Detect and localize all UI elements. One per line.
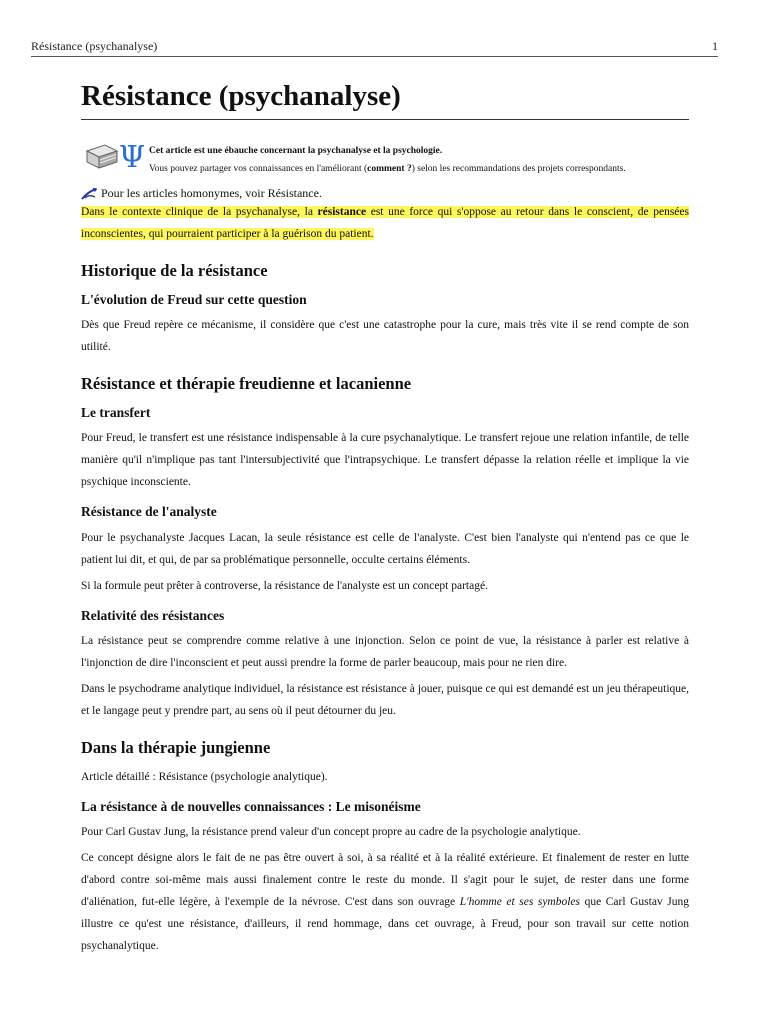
paragraph: Ce concept désigne alors le fait de ne pas être ouvert à soi, à sa réalité et à la réalité extérieure. Et finalement de rester en lutte d'abord contre soi-même mais aussi finalement contre le reste du monde. Il s'agit pour le sujet, de rester dans une forme d'aliénation, fut-elle légère, à l'exemple de la névrose. C'est dans son ouvrage L'homme et ses symboles que Carl Gustav Jung illustre ce qu'est une résistance, d'ailleurs, il rend hommage, dans cet ouvrage, à Freud, pour son travail sur cette notion psychanalytique. bbox=[81, 851, 689, 952]
paragraph: Dans le psychodrame analytique individuel, la résistance est résistance à jouer, puisque ce qui est demandé est un jeu thérapeutique, et le langage peut y prendre part, au sens où il peut détourner du jeu. bbox=[81, 682, 689, 717]
homonym-text: Pour les articles homonymes, voir Résistance. bbox=[101, 186, 322, 201]
intro-paragraph: Dans le contexte clinique de la psychanalyse, la résistance est une force qui s'oppose au retour dans le conscient, de pensées inconscientes, qui pourraient participer à la guérison du patient. bbox=[81, 206, 689, 241]
paragraph: Pour Freud, le transfert est une résistance indispensable à la cure psychanalytique. Le transfert rejoue une relation infantile, de telle manière qu'il n'implique pas tant l'intersubjectivité que l'intrapsychique. Le transfert dépasse la relation réelle et implique la vie psychique inconsciente. bbox=[81, 432, 689, 489]
subsection-evolution-title: L'évolution de Freud sur cette question bbox=[81, 292, 307, 308]
book-icon bbox=[85, 141, 119, 176]
stub-icons bbox=[85, 138, 147, 178]
section-therapie-title: Résistance et thérapie freudienne et lacanienne bbox=[81, 374, 412, 394]
page-number: 1 bbox=[712, 39, 718, 53]
subsection-analyste-title: Résistance de l'analyste bbox=[81, 504, 217, 520]
paragraph: Pour le psychanalyste Jacques Lacan, la seule résistance est celle de l'analyste. C'est bien l'analyste qui n'entend pas ce que le patient lui dit, et qui, de par sa problématique personnelle, occulte certains éléments. bbox=[81, 531, 689, 566]
paragraph: Si la formule peut prêter à controverse, la résistance de l'analyste est un concept partagé. bbox=[81, 579, 488, 592]
homonym-notice bbox=[81, 186, 689, 201]
section-historique-title: Historique de la résistance bbox=[81, 261, 268, 281]
stub-line2: Vous pouvez partager vos connaissances en l'améliorant (comment ?) selon les recommandations des projets correspondants. bbox=[149, 164, 626, 175]
detail-article-link[interactable]: Article détaillé : Résistance (psychologie analytique). bbox=[81, 770, 328, 783]
book-title: L'homme et ses symboles bbox=[459, 895, 581, 908]
psi-icon bbox=[119, 139, 145, 178]
section-jungienne-title: Dans la thérapie jungienne bbox=[81, 737, 271, 757]
stub-line1: Cet article est une ébauche concernant la psychanalyse et la psychologie. bbox=[149, 146, 443, 157]
svg-text:Ψ: Ψ bbox=[119, 139, 145, 173]
stub-text bbox=[149, 138, 626, 178]
paragraph: Dès que Freud repère ce mécanisme, il considère que c'est une catastrophe pour la cure, mais très vite il se rend compte de son utilité. bbox=[81, 319, 689, 354]
paragraph: La résistance peut se comprendre comme relative à une injonction. Selon ce point de vue, la résistance à parler est relative à l'injonction de dire l'inconscient et peut aussi prendre la forme de parler beaucoup, mais pour ne rien dire. bbox=[81, 634, 689, 669]
article-content bbox=[81, 80, 689, 961]
subsection-relativite-title: Relativité des résistances bbox=[81, 607, 225, 623]
stub-notice bbox=[85, 138, 689, 178]
paragraph: Pour Carl Gustav Jung, la résistance prend valeur d'un concept propre au cadre de la psychologie analytique. bbox=[81, 825, 581, 838]
disambiguation-icon bbox=[81, 188, 97, 200]
comment-link[interactable]: comment ? bbox=[367, 164, 412, 175]
running-header bbox=[31, 39, 718, 57]
subsection-misoneisme-title: La résistance à de nouvelles connaissances : Le misonéisme bbox=[81, 798, 421, 814]
resistance-term: résistance bbox=[317, 206, 367, 219]
running-header-title: Résistance (psychanalyse) bbox=[31, 39, 158, 53]
page-title: Résistance (psychanalyse) bbox=[81, 80, 689, 120]
subsection-transfert-title: Le transfert bbox=[81, 405, 151, 421]
